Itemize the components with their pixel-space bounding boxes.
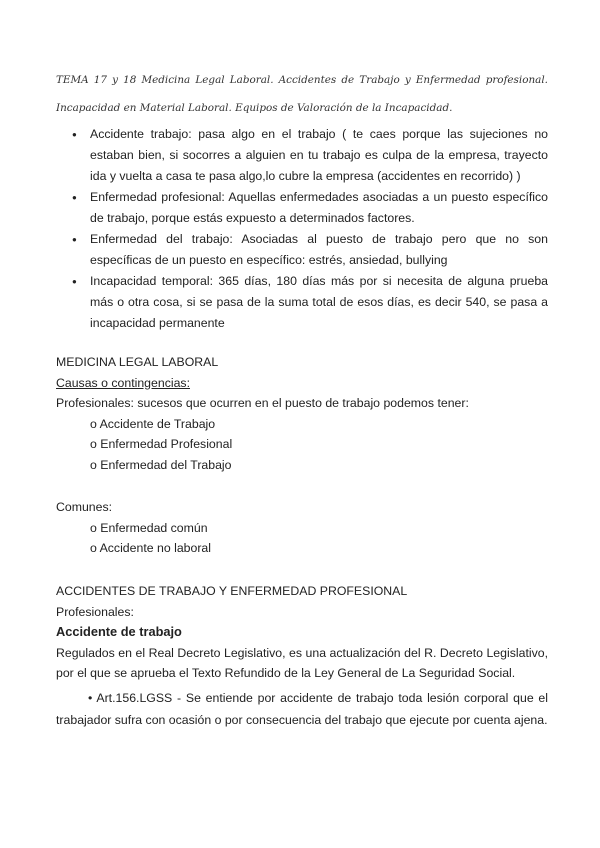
profesionales-label: Profesionales: — [56, 604, 134, 619]
list-item: ● Enfermedad profesional: Aquellas enfermedades asociadas a un puesto específico de trabajo, porque estás expuesto a determinados factores. — [72, 187, 548, 229]
list-item: o Accidente de Trabajo — [90, 416, 216, 431]
article-paragraph: • Art.156.LGSS - Se entiende por accidente de trabajo toda lesión corporal que el trabajador sufra con ocasión o por consecuencia del trabajo que ejecute por cuenta ajena. — [56, 690, 548, 727]
paragraph: Regulados en el Real Decreto Legislativo, es una actualización del R. Decreto Legislativo, por el que se aprueba el Texto Refundido de la Ley General de La Seguridad Social. — [56, 645, 548, 680]
section-heading: ACCIDENTES DE TRABAJO Y ENFERMEDAD PROFESIONAL — [56, 584, 408, 598]
section-medicina-legal — [56, 352, 548, 475]
list-item: ● Enfermedad del trabajo: Asociadas al puesto de trabajo pero que no son específicas de un puesto en específico: estrés, ansiedad, bullying — [72, 229, 548, 271]
list-item: ● Incapacidad temporal: 365 días, 180 días más por si necesita de alguna prueba más o otra cosa, si se pasa de la suma total de esos días, es decir 540, se pasa a incapacidad permanente — [72, 271, 548, 334]
profesionales-text: Profesionales: sucesos que ocurren en el puesto de trabajo podemos tener: — [56, 396, 469, 410]
section-subheading: Causas o contingencias: — [56, 375, 190, 390]
list-item: o Enfermedad Profesional — [90, 437, 233, 451]
definitions-list — [72, 124, 548, 334]
document-title: TEMA 17 y 18 Medicina Legal Laboral. Accidentes de Trabajo y Enfermedad profesional. Incapacidad en Material Laboral. Equipos de Valoración de la Incapacidad. — [56, 74, 548, 114]
list-item: o Enfermedad del Trabajo — [90, 457, 232, 472]
comunes-label: Comunes: — [56, 500, 113, 514]
section-accidentes — [56, 581, 548, 731]
list-item: o Enfermedad común — [90, 520, 208, 535]
section-comunes — [56, 497, 548, 559]
accidente-heading: Accidente de trabajo — [56, 624, 182, 639]
list-item: ● Accidente trabajo: pasa algo en el trabajo ( te caes porque las sujeciones no estaban bien, si socorres a alguien en tu trabajo es culpa de la empresa, trayecto ida y vuelta a casa te pasa algo,lo cubre la empresa (accidentes en recorrido) ) — [72, 124, 548, 187]
list-item: o Accidente no laboral — [90, 541, 212, 555]
section-heading: MEDICINA LEGAL LABORAL — [56, 355, 219, 369]
